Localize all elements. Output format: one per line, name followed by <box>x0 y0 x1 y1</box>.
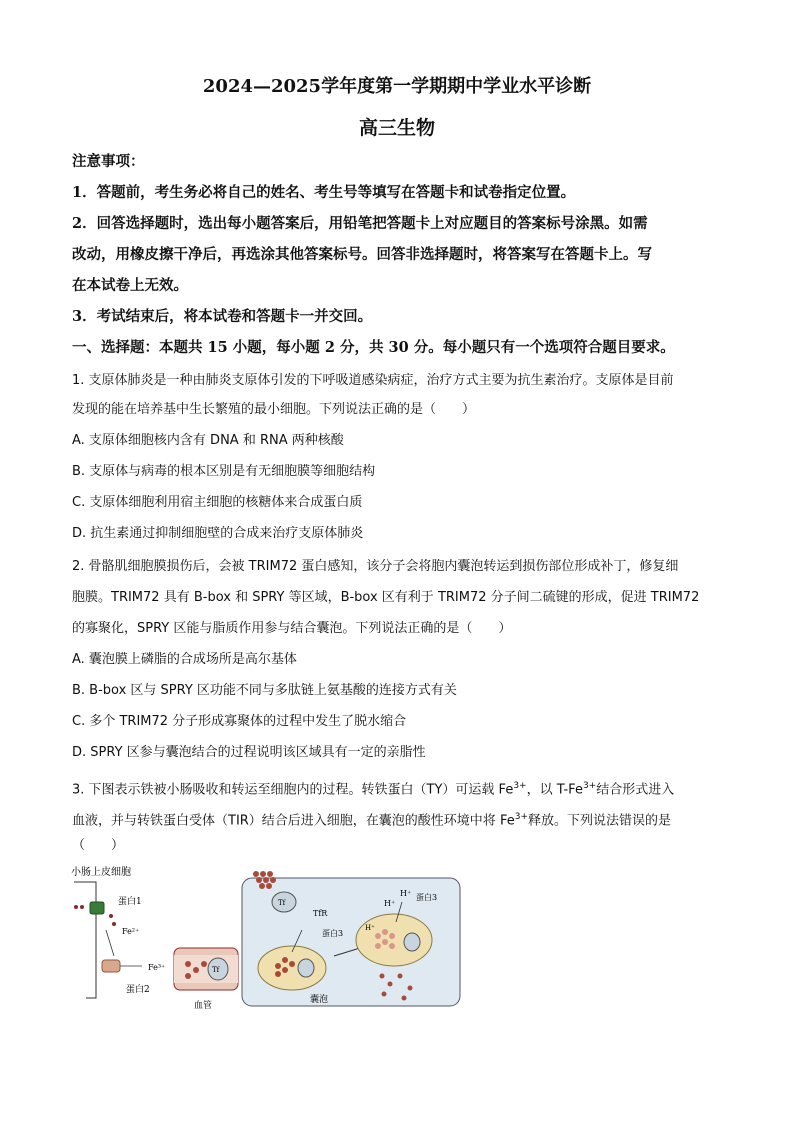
exam-subject: 高三生物 <box>358 117 435 139</box>
protein3-label: 蛋白3 <box>322 929 344 938</box>
question-2-option-a: A. 囊泡膜上磷脂的合成场所是高尔基体 <box>72 652 297 667</box>
question-2-option-c: C. 多个 TRIM72 分子形成寡聚体的过程中发生了脱水缩合 <box>72 714 407 729</box>
svg-text:Tf: Tf <box>278 899 286 907</box>
question-2-stem: 2. 骨骼肌细胞膜损伤后，会被 TRIM72 蛋白感知，该分子会将胞内囊泡转运到损伤部位形成补丁，修复细 <box>72 559 679 574</box>
question-1-stem: 1. 支原体肺炎是一种由肺炎支原体引发的下呼吸道感染病症，治疗方式主要为抗生素治疗。支原体是目前 <box>72 373 674 388</box>
notice-item: 改动，用橡皮擦干净后，再选涂其他答案标号。回答非选择题时，将答案写在答题卡上。写 <box>72 246 652 263</box>
notice-heading: 注意事项： <box>72 153 145 170</box>
question-1-option-c: C. 支原体细胞利用宿主细胞的核糖体来合成蛋白质 <box>72 495 363 510</box>
protein2-label: 蛋白2 <box>126 985 150 995</box>
question-2-option-b: B. B-box 区与 SPRY 区功能不同与多肽链上氨基酸的连接方式有关 <box>72 683 457 698</box>
question-3-stem: （ ） <box>72 838 125 853</box>
acidic-vesicle <box>356 914 432 966</box>
question-2-stem: 的寡聚化，SPRY 区能与脂质作用参与结合囊泡。下列说法正确的是（ ） <box>72 621 512 636</box>
question-1-option-d: D. 抗生素通过抑制细胞壁的合成来治疗支原体肺炎 <box>72 526 364 541</box>
section-heading: 一、选择题：本题共 15 小题，每小题 2 分，共 30 分。每小题只有一个选项符合题目要求。 <box>72 339 675 356</box>
epithelial-cell-outline <box>74 882 96 998</box>
tfr-label: TfR <box>313 909 328 918</box>
vesicle <box>258 946 326 990</box>
epithelial-cell-label: 小肠上皮细胞 <box>71 867 131 878</box>
exam-title: 2024—2025学年度第一学期期中学业水平诊断 <box>202 76 592 97</box>
protein3-label: 蛋白3 <box>416 893 438 902</box>
question-2-option-d: D. SPRY 区参与囊泡结合的过程说明该区域具有一定的亲脂性 <box>72 745 426 760</box>
proton-label: H⁺ <box>400 889 412 898</box>
question-3-stem: 3. 下图表示铁被小肠吸收和转运至细胞内的过程。转铁蛋白（TY）可运载 $Fe^{3+}$，以 $T-Fe^{3+}$结合形式进入 <box>72 781 675 798</box>
protein2-transporter <box>102 960 120 972</box>
notice-item: 2．回答选择题时，选出每小题答案后，用铅笔把答题卡上对应题目的答案标号涂黑。如需 <box>72 215 648 232</box>
fe2-label: Fe²⁺ <box>122 927 140 936</box>
vesicle-label: 囊泡 <box>310 995 329 1005</box>
proton-label: H⁺ <box>384 899 396 908</box>
vessel-label: 血管 <box>194 1001 213 1011</box>
proton-label: H⁺ <box>365 924 375 932</box>
question-1-option-b: B. 支原体与病毒的根本区别是有无细胞膜等细胞结构 <box>72 464 376 479</box>
protein1-channel <box>90 902 104 914</box>
protein1-label: 蛋白1 <box>118 897 142 907</box>
question-2-stem: 胞膜。TRIM72 具有 B-box 和 SPRY 等区域，B-box 区有利于 TRIM72 分子间二硫键的形成，促进 TRIM72 <box>72 590 700 605</box>
notice-item: 1．答题前，考生务必将自己的姓名、考生号等填写在答题卡和试卷指定位置。 <box>72 184 576 201</box>
tf-label: Tf <box>212 966 220 974</box>
notice-item: 在本试卷上无效。 <box>72 277 188 294</box>
fe3-label: Fe³⁺ <box>148 963 166 972</box>
question-1-option-a: A. 支原体细胞核内含有 DNA 和 RNA 两种核酸 <box>72 433 344 448</box>
question-3-stem: 血液，并与转铁蛋白受体（TIR）结合后进入细胞，在囊泡的酸性环境中将 $Fe^{3+}$释放。下列说法错误的是 <box>72 812 672 829</box>
question-1-stem: 发现的能在培养基中生长繁殖的最小细胞。下列说法正确的是（ ） <box>72 402 476 417</box>
iron-transport-figure <box>66 860 466 1020</box>
notice-item: 3．考试结束后，将本试卷和答题卡一并交回。 <box>72 308 373 325</box>
